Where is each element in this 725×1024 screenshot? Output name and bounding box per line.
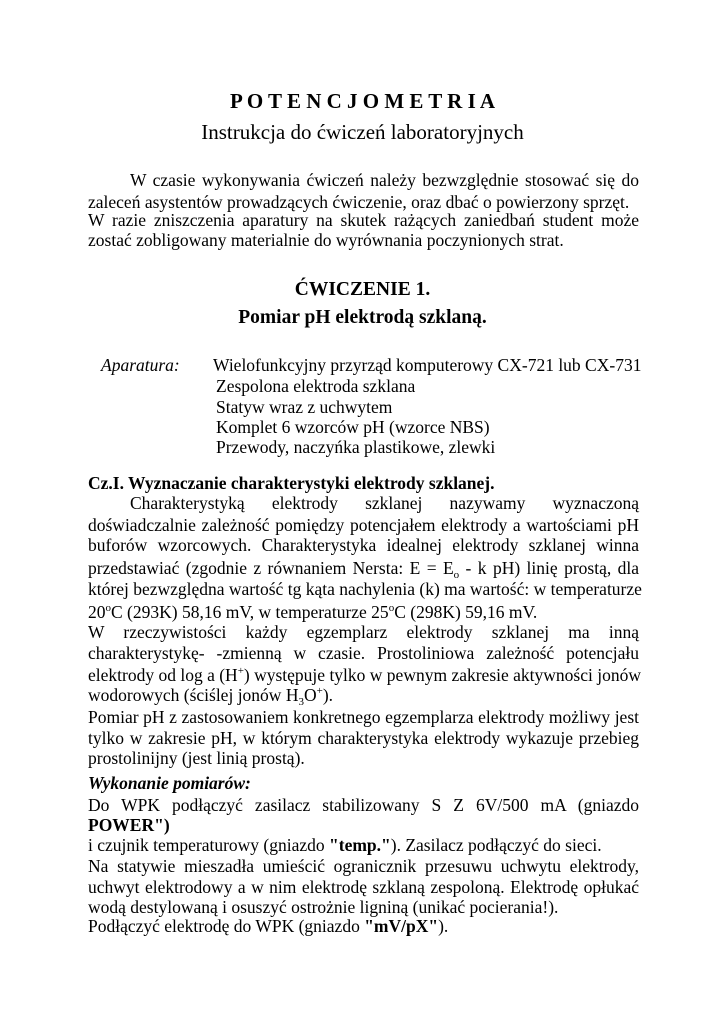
paragraph-line: której bezwzględna wartość tg kąta nachylenia (k) ma wartość: w temperaturze <box>88 579 642 599</box>
text-span: wodorowych (ściślej jonów H <box>88 685 299 705</box>
text-span: ). Zasilacz podłączyć do sieci. <box>390 835 602 855</box>
paragraph-line <box>88 684 639 706</box>
paragraph-line: tylko w zakresie pH, w którym charakterystyka elektrody wykazuje przebieg <box>88 728 639 748</box>
apparatus-item: Statyw wraz z uchwytem <box>216 397 393 417</box>
text-span: C (298K) 59,16 mV. <box>394 602 538 622</box>
intro-line-1: W czasie wykonywania ćwiczeń należy bezwzględnie stosować się do <box>130 170 639 190</box>
exercise-heading: ĆWICZENIE 1. <box>294 279 431 300</box>
text-span: "mV/pX" <box>364 916 439 936</box>
text-span: "temp." <box>329 835 391 855</box>
paragraph-line: W rzeczywistości każdy egzemplarz elektrody szklanej ma inną <box>88 622 639 642</box>
superscript: + <box>316 685 323 697</box>
text-span: O <box>303 685 317 705</box>
text-span: elektrody od log a (H <box>88 665 238 685</box>
paragraph-line: uchwyt elektrodowy a w nim elektrodę szklaną zespoloną. Elektrodę opłukać <box>88 877 639 897</box>
apparatus-item: Przewody, naczyńka plastikowe, zlewki <box>216 437 496 457</box>
text-span: Podłączyć elektrodę do WPK (gniazdo <box>88 916 365 936</box>
section-heading: Wykonanie pomiarów: <box>88 773 251 793</box>
paragraph-line <box>88 601 639 623</box>
apparatus-label: Aparatura: <box>101 355 180 375</box>
paragraph-line: Na statywie mieszadła umieścić ogranicznik przesuwu uchwytu elektrody, <box>88 856 639 876</box>
paragraph-line: Do WPK podłączyć zasilacz stabilizowany S Z 6V/500 mA (gniazdo <box>88 795 639 815</box>
paragraph-line: prostolinijny (jest linią prostą). <box>88 748 305 768</box>
subscript: 3 <box>298 696 304 708</box>
paragraph-line <box>88 557 639 579</box>
intro-line-4: zostać zobligowany materialnie do wyrównania poczynionych strat. <box>88 230 564 250</box>
superscript: o <box>105 602 111 614</box>
exercise-title: Pomiar pH elektrodą szklaną. <box>238 307 487 328</box>
paragraph-line <box>88 664 639 686</box>
superscript: + <box>237 665 244 677</box>
text-span: C (293K) 58,16 mV, w temperaturze 25 <box>111 602 389 622</box>
apparatus-item: Zespolona elektroda szklana <box>216 376 416 396</box>
intro-line-3: W razie zniszczenia aparatury na skutek rażących zaniedbań student może <box>88 210 639 230</box>
page-subtitle: Instrukcja do ćwiczeń laboratoryjnych <box>201 120 524 144</box>
paragraph-line: charakterystykę- -zmienną w czasie. Prostoliniowa zależność potencjału <box>88 643 639 663</box>
paragraph-line: doświadczalnie zależność pomiędzy potencjałem elektrody a wartościami pH <box>88 515 639 535</box>
text-span: ). <box>438 916 449 936</box>
text-span: ). <box>322 685 334 705</box>
apparatus-item: Wielofunkcyjny przyrząd komputerowy CX-721 lub CX-731 <box>213 355 642 375</box>
text-span: 20 <box>88 602 106 622</box>
page-title: P O T E N C J O M E T R I A <box>229 89 496 113</box>
apparatus-item: Komplet 6 wzorców pH (wzorce NBS) <box>216 417 490 437</box>
text-span: i czujnik temperaturowy (gniazdo <box>88 835 330 855</box>
superscript: o <box>388 602 395 614</box>
intro-line-2: zaleceń asystentów prowadzących ćwiczenie, oraz dbać o powierzony sprzęt. <box>88 192 630 212</box>
paragraph-line: buforów wzorcowych. Charakterystyka idealnej elektrody szklanej winna <box>88 535 639 555</box>
paragraph-line <box>88 834 639 856</box>
text-span: ) występuje tylko w pewnym zakresie aktywności jonów <box>243 665 641 685</box>
paragraph-line: wodą destylowaną i osuszyć ostrożnie ligniną (unikać pocierania!). <box>88 897 559 917</box>
paragraph-line: Pomiar pH z zastosowaniem konkretnego egzemplarza elektrody możliwy jest <box>88 707 639 727</box>
subscript: o <box>453 569 460 581</box>
section-heading: Cz.I. Wyznaczanie charakterystyki elektrody szklanej. <box>88 473 495 493</box>
text-span: przedstawiać (zgodnie z równaniem Nersta: E = E <box>88 558 454 578</box>
paragraph-line: Charakterystyką elektrody szklanej nazywamy wyznaczoną <box>130 493 639 513</box>
text-span: - k pH) linię prostą, dla <box>459 558 639 578</box>
paragraph-line: POWER") <box>88 815 170 835</box>
paragraph-line <box>88 915 639 937</box>
